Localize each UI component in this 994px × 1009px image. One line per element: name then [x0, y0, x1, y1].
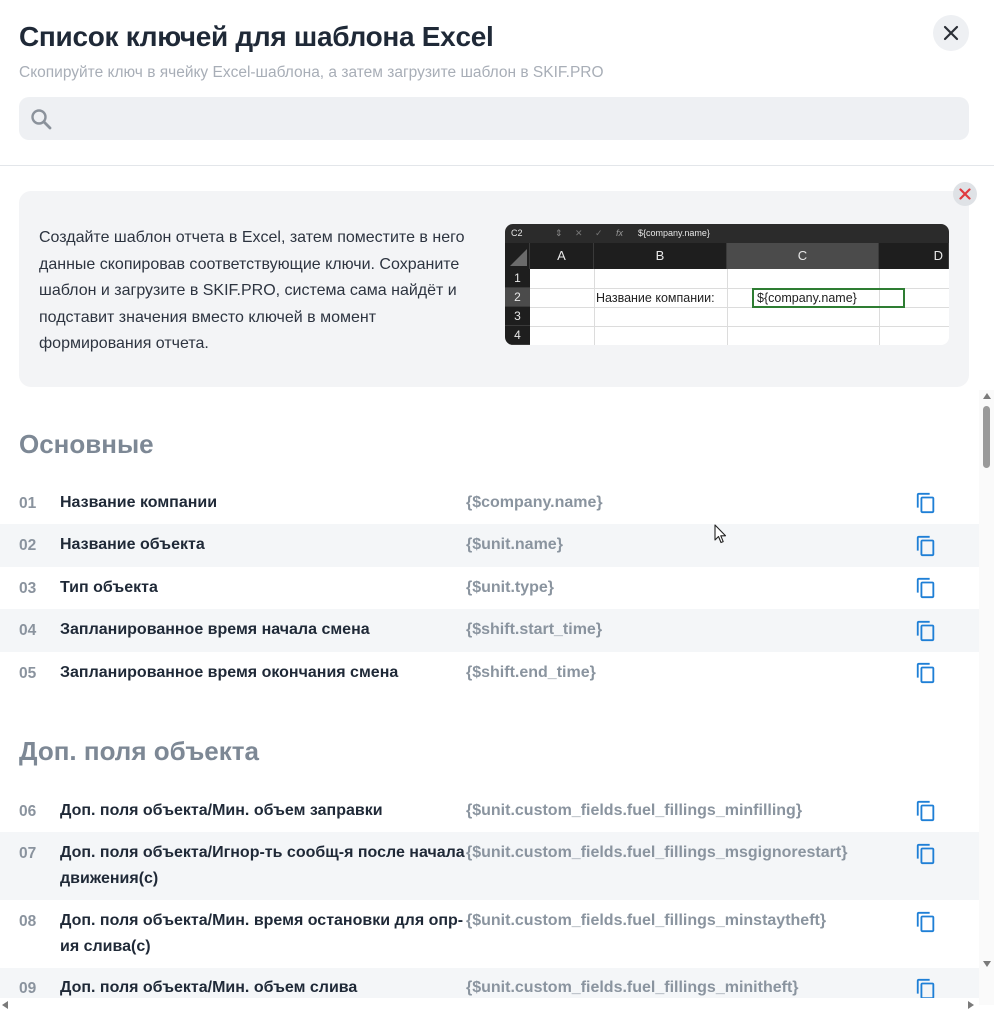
row-number: 02 [19, 537, 37, 554]
excel-col-b: B [594, 243, 727, 269]
key-row [0, 832, 979, 900]
excel-grid [530, 269, 949, 345]
info-banner [19, 191, 969, 387]
scroll-up-arrow-icon[interactable] [983, 393, 991, 399]
row-key[interactable]: {$unit.name} [466, 536, 563, 553]
row-key[interactable]: {$shift.end_time} [466, 664, 596, 681]
row-name: Доп. поля объекта/Мин. объем заправки [60, 802, 383, 819]
row-key[interactable]: {$company.name} [466, 494, 603, 511]
excel-preview-image [505, 224, 949, 345]
excel-row-3: 3 [505, 307, 530, 326]
excel-check-icon: ✓ [595, 228, 603, 238]
key-row [0, 609, 979, 652]
row-number: 04 [19, 622, 37, 639]
copy-icon[interactable] [915, 661, 937, 685]
close-button[interactable] [933, 15, 969, 51]
row-key[interactable]: {$unit.custom_fields.fuel_fillings_minfilling} [466, 802, 803, 819]
row-key[interactable]: {$unit.custom_fields.fuel_fillings_minitheft} [466, 979, 799, 996]
row-key[interactable]: {$unit.custom_fields.fuel_fillings_minstaytheft} [466, 912, 827, 929]
search-input[interactable] [65, 97, 955, 140]
close-icon [959, 188, 971, 200]
keys-content [0, 167, 979, 998]
dialog-title: Список ключей для шаблона Excel [19, 21, 494, 52]
row-number: 05 [19, 665, 37, 682]
excel-col-d: D [879, 243, 949, 269]
excel-cancel-icon: ✕ [575, 228, 583, 238]
row-number: 06 [19, 803, 37, 820]
row-name: Доп. поля объекта/Игнор-ть сообщ-я после начала движения(с) [60, 844, 465, 887]
row-name: Доп. поля объекта/Мин. время остановки для опр-ия слива(с) [60, 912, 464, 955]
scroll-right-arrow-icon[interactable] [968, 1001, 974, 1009]
row-name: Доп. поля объекта/Мин. объем слива [60, 979, 358, 996]
section-title-custom-fields: Доп. поля объекта [19, 736, 259, 766]
info-text: Создайте шаблон отчета в Excel, затем поместите в него данные скопировав соответствующие ключи. Сохраните шаблон и загрузите в SKIF.PRO, система сама найдёт и подставит значения вместо ключей в момент формирования отчета. [39, 229, 465, 352]
excel-grid-line [530, 326, 949, 327]
excel-corner [505, 243, 530, 269]
key-row [0, 524, 979, 567]
row-number: 09 [19, 980, 37, 997]
row-name: Название компании [60, 494, 218, 511]
dialog-header [0, 0, 994, 166]
copy-icon[interactable] [915, 799, 937, 823]
scrollbar-thumb[interactable] [983, 406, 990, 468]
row-name: Запланированное время окончания смена [60, 664, 399, 681]
key-row [0, 652, 979, 694]
key-row [0, 790, 979, 832]
key-row [0, 482, 979, 524]
row-key[interactable]: {$shift.start_time} [466, 621, 603, 638]
close-icon [943, 25, 959, 41]
row-number: 01 [19, 495, 37, 512]
row-key[interactable]: {$unit.custom_fields.fuel_fillings_msgignorestart} [466, 844, 848, 861]
row-number: 03 [19, 580, 37, 597]
row-key[interactable]: {$unit.type} [466, 579, 555, 596]
copy-icon[interactable] [915, 910, 937, 934]
excel-row-4: 4 [505, 326, 530, 345]
copy-icon[interactable] [915, 842, 937, 866]
copy-icon[interactable] [915, 491, 937, 515]
mouse-cursor-icon [714, 524, 728, 544]
excel-col-a: A [530, 243, 594, 269]
copy-icon[interactable] [915, 977, 937, 998]
row-number: 07 [19, 845, 37, 862]
excel-fx-label: fx [616, 228, 624, 238]
copy-icon[interactable] [915, 534, 937, 558]
key-row [0, 968, 979, 998]
excel-column-headers [505, 243, 949, 269]
key-row [0, 567, 979, 609]
scroll-left-arrow-icon[interactable] [2, 1001, 8, 1009]
row-name: Название объекта [60, 536, 205, 553]
vertical-scrollbar[interactable] [979, 390, 994, 1005]
excel-formula: ${company.name} [638, 228, 710, 238]
excel-row-2: 2 [505, 288, 530, 307]
excel-spin-icon: ⇕ [555, 228, 563, 238]
row-name: Тип объекта [60, 579, 158, 596]
copy-icon[interactable] [915, 576, 937, 600]
excel-col-c: C [727, 243, 879, 269]
excel-formula-bar [505, 224, 949, 243]
excel-label-cell: Название компании: [596, 291, 715, 305]
search-icon [30, 108, 52, 130]
row-number: 08 [19, 913, 37, 930]
key-row [0, 900, 979, 968]
dialog-subtitle: Скопируйте ключ в ячейку Excel-шаблона, а затем загрузите шаблон в SKIF.PRO [19, 64, 604, 81]
search-box[interactable] [19, 97, 969, 140]
excel-row-1: 1 [505, 269, 530, 288]
info-close-button[interactable] [953, 182, 977, 206]
row-name: Запланированное время начала смена [60, 621, 370, 638]
excel-cell-ref: C2 [511, 228, 523, 238]
excel-value-cell: ${company.name} [757, 291, 857, 305]
excel-corner-icon [505, 243, 530, 269]
scroll-down-arrow-icon[interactable] [983, 961, 991, 967]
section-title-main: Основные [19, 429, 154, 459]
copy-icon[interactable] [915, 619, 937, 643]
